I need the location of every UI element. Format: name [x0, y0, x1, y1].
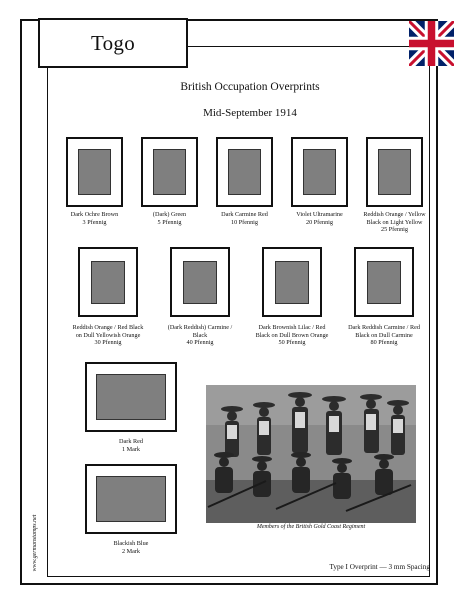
- regiment-photograph: [206, 385, 416, 523]
- stamp-mount-mark: [85, 464, 177, 534]
- stamp-image: [304, 150, 335, 194]
- stamp-image: [97, 375, 165, 419]
- stamp-caption: Dark Carmine Red 10 Pfennig: [221, 211, 268, 226]
- website-label-container: [30, 500, 40, 590]
- stamp-caption: (Dark Reddish) Carmine / Black 40 Pfennig: [167, 324, 233, 347]
- stamp-caption: Violet Ultramarine 20 Pfennig: [296, 211, 343, 226]
- stamp-caption: Reddish Orange / Red Black on Dull Yellowish Orange 30 Pfennig: [72, 324, 144, 347]
- stamp-image: [97, 477, 165, 521]
- stamp-image: [92, 262, 124, 303]
- union-jack-flag-icon: [409, 21, 454, 66]
- stamp-mount: [141, 137, 198, 207]
- stamp-mount: [170, 247, 230, 317]
- stamp-image: [229, 150, 260, 194]
- stamp-caption: (Dark) Green 5 Pfennig: [152, 211, 187, 226]
- stamp-mount: [78, 247, 138, 317]
- photo-caption: Members of the British Gold Coast Regiment: [256, 524, 366, 530]
- website-label: www.germanstamps.net: [32, 514, 38, 572]
- stamp-image: [184, 262, 216, 303]
- stamp-image: [368, 262, 400, 303]
- stamp-mount: [262, 247, 322, 317]
- issue-date: Mid-September 1914: [203, 107, 297, 119]
- stamp-mount: [216, 137, 273, 207]
- stamp-image: [379, 150, 410, 194]
- stamp-image: [79, 150, 110, 194]
- stamp-caption: Dark Red 1 Mark: [119, 438, 143, 453]
- stamp-mount: [291, 137, 348, 207]
- stamp-caption: Dark Reddish Carmine / Red Black on Dull Carmine 80 Pfennig: [348, 324, 420, 347]
- stamp-caption: Reddish Orange / Yellow Black on Light Yellow 25 Pfennig: [363, 211, 426, 234]
- stamp-image: [276, 262, 308, 303]
- stamp-image: [154, 150, 185, 194]
- overprint-type-note: Type I Overprint — 3 mm Spacing: [329, 563, 430, 571]
- stamp-caption: Blackish Blue 2 Mark: [113, 540, 149, 555]
- page-title: British Occupation Overprints: [180, 81, 320, 93]
- stamp-caption: Dark Brownish Lilac / Red Black on Dull Brown Orange 50 Pfennig: [255, 324, 329, 347]
- country-title: Togo: [90, 30, 136, 55]
- stamp-mount: [66, 137, 123, 207]
- country-title-box: [38, 18, 188, 68]
- stamp-mount-mark: [85, 362, 177, 432]
- stamp-mount: [366, 137, 423, 207]
- stamp-caption: Dark Ochre Brown 3 Pfennig: [70, 211, 119, 226]
- stamp-mount: [354, 247, 414, 317]
